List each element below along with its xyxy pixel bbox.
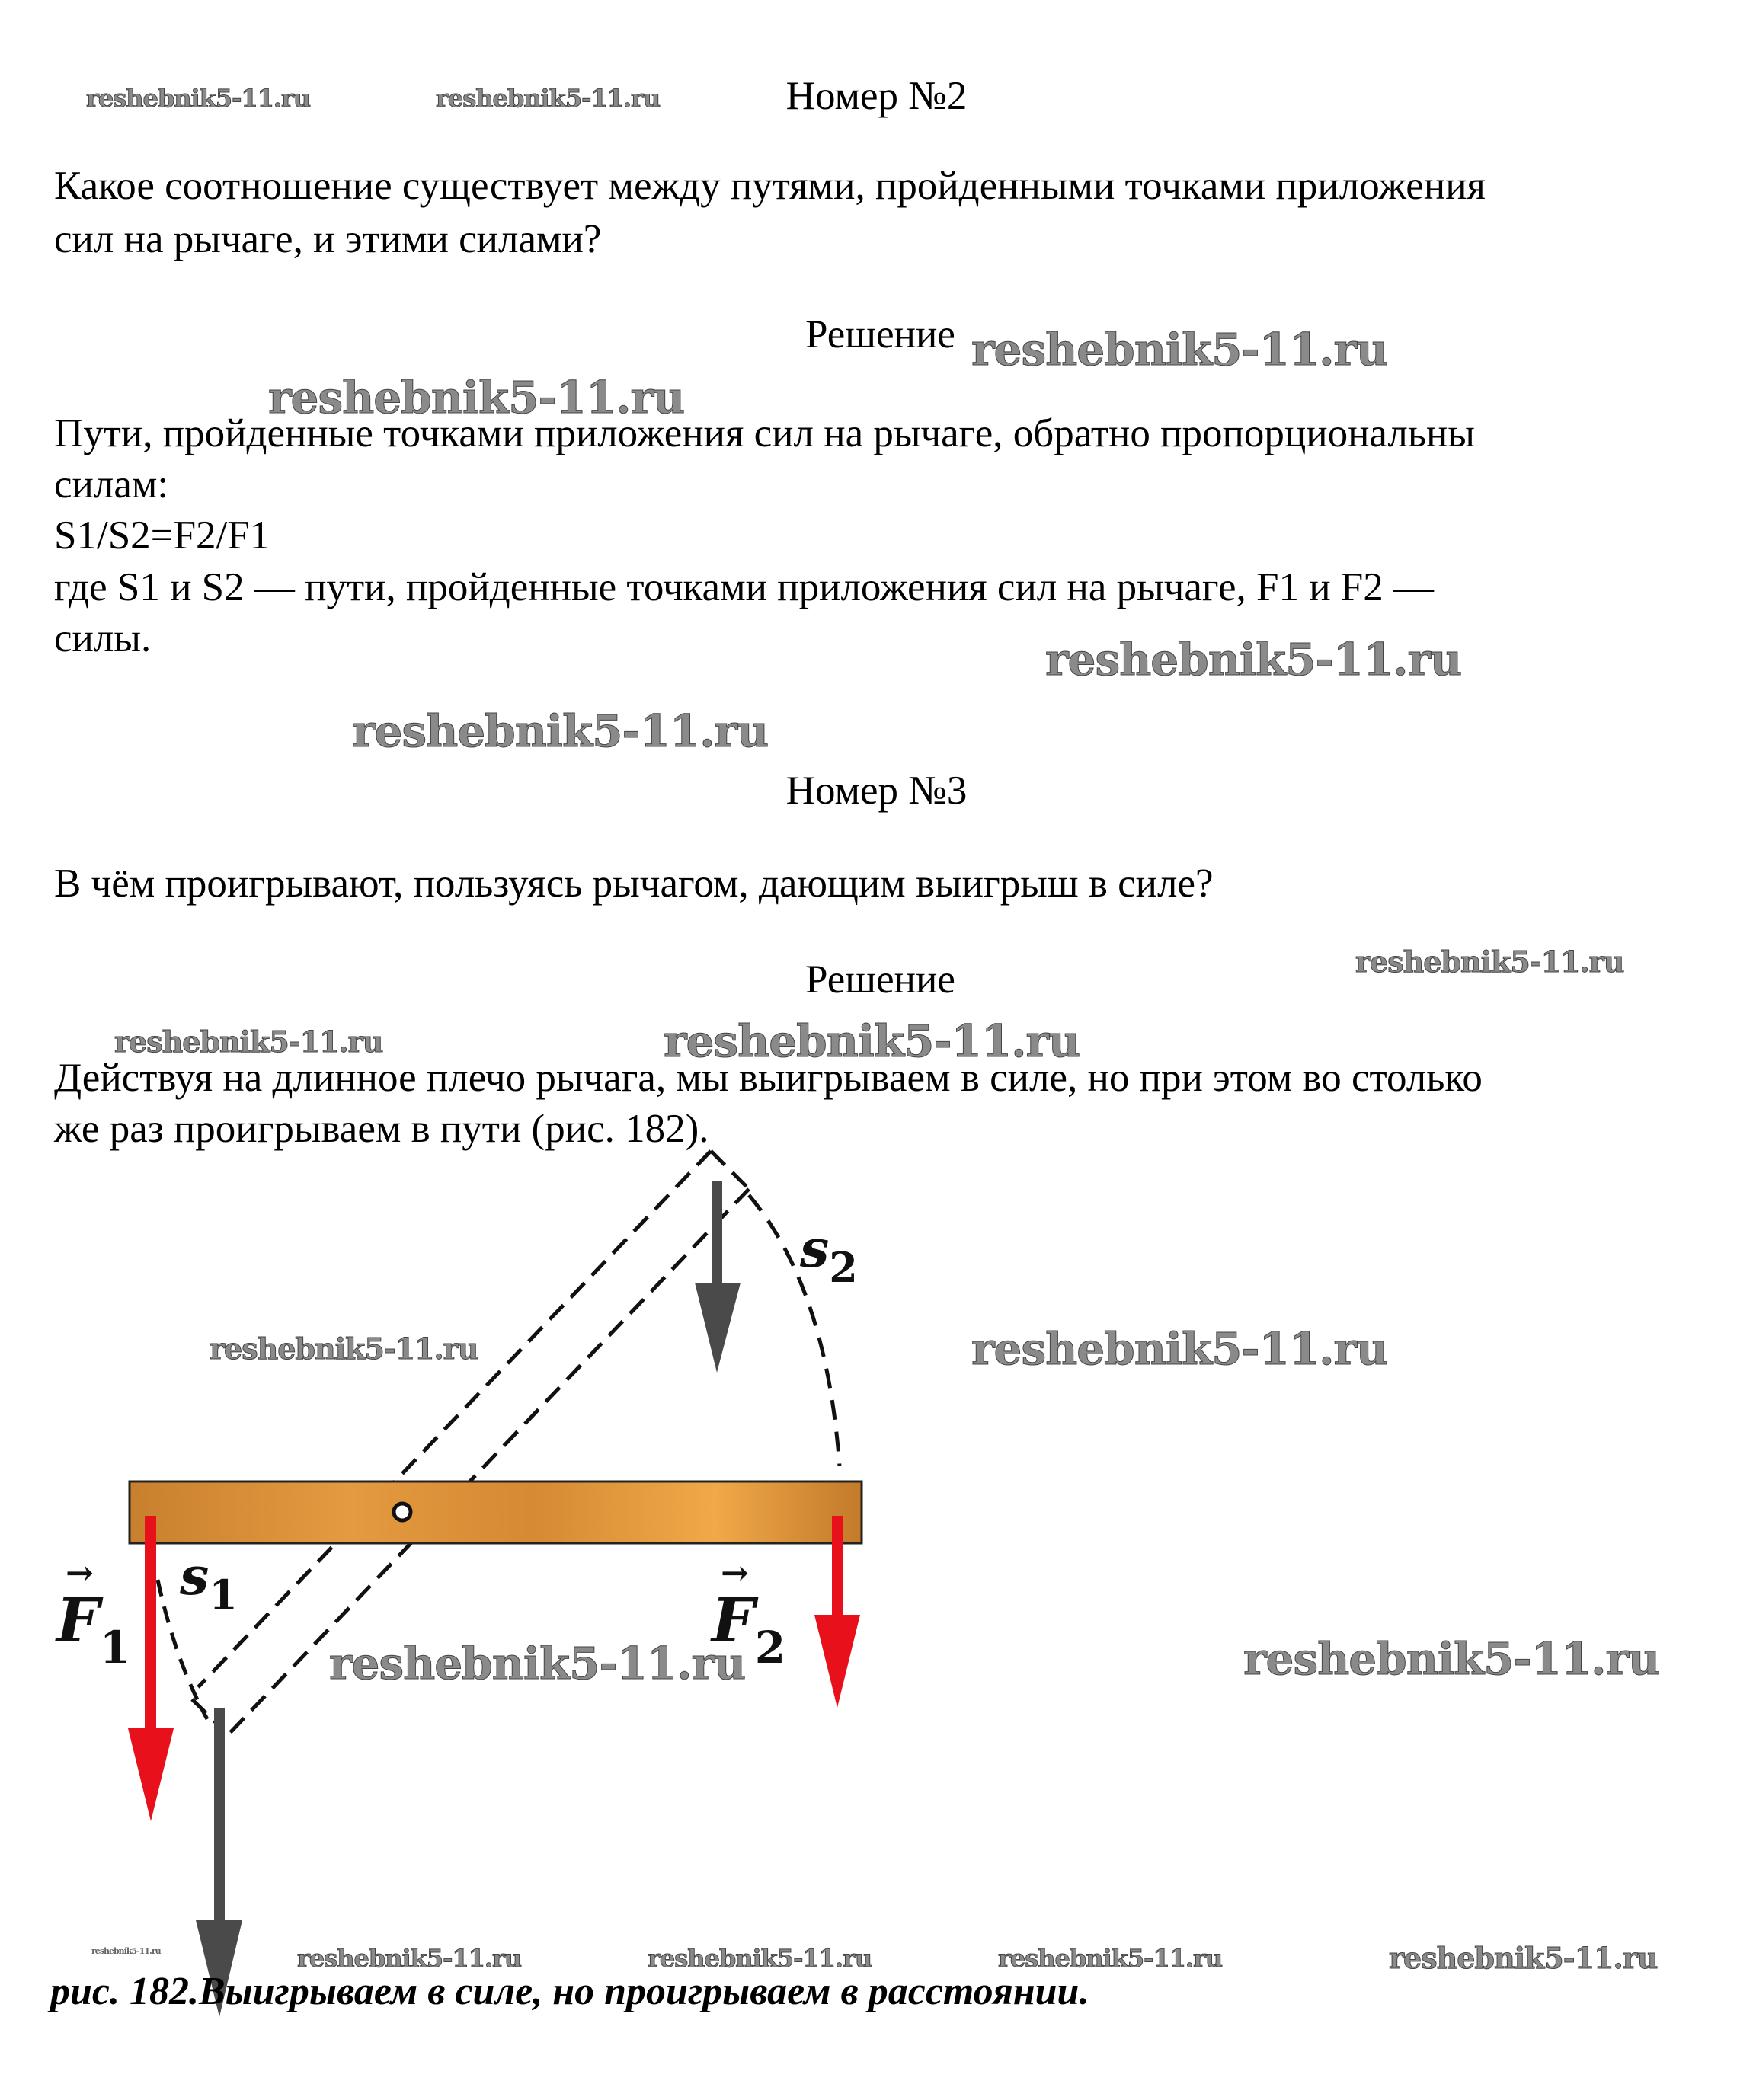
solution-label: Решение bbox=[805, 312, 955, 356]
watermark: reshebnik5-11.ru bbox=[1045, 634, 1462, 686]
watermark: reshebnik5-11.ru bbox=[210, 1331, 478, 1366]
answer-line: где S1 и S2 — пути, пройденные точками приложения сил на рычаге, F1 и F2 — bbox=[54, 565, 1435, 609]
question-line: сил на рычаге, и этими силами? bbox=[54, 217, 602, 261]
watermark: reshebnik5-11.ru bbox=[971, 1323, 1388, 1375]
watermark: reshebnik5-11.ru bbox=[1389, 1941, 1658, 1975]
label-s2: $s_2$ bbox=[800, 1219, 858, 1292]
answer-line: же раз проигрываем в пути (рис. 182). bbox=[54, 1107, 709, 1151]
watermark: reshebnik5-11.ru bbox=[114, 1024, 383, 1059]
watermark: reshebnik5-11.ru bbox=[1355, 945, 1624, 979]
section-title: Номер №2 bbox=[785, 74, 968, 118]
question-line: Какое соотношение существует между путями, пройденными точками приложения bbox=[54, 164, 1486, 208]
answer-line: Действуя на длинное плечо рычага, мы выигрываем в силе, но при этом во столько bbox=[54, 1056, 1483, 1100]
solution-label: Решение bbox=[805, 957, 955, 1002]
answer-line: Пути, пройденные точками приложения сил на рычаге, обратно пропорциональны bbox=[54, 411, 1476, 455]
watermark: reshebnik5-11.ru bbox=[1243, 1633, 1660, 1685]
label-f2: → $F_2$ bbox=[712, 1554, 786, 1673]
question-line: В чём проигрывают, пользуясь рычагом, дающим выигрыш в силе? bbox=[54, 861, 1214, 906]
pivot bbox=[394, 1504, 411, 1520]
vector-arrow-icon: → bbox=[721, 1554, 749, 1593]
watermark: reshebnik5-11.ru bbox=[998, 1944, 1223, 1973]
label-f1: → $F_1$ bbox=[56, 1554, 131, 1673]
figure-caption: рис. 182.Выигрываем в силе, но проигрываем в расстоянии. bbox=[50, 1970, 1089, 2013]
watermark: reshebnik5-11.ru bbox=[352, 705, 769, 757]
watermark: reshebnik5-11.ru bbox=[268, 372, 685, 424]
watermark: reshebnik5-11.ru bbox=[297, 1944, 522, 1973]
watermark: reshebnik5-11.ru bbox=[664, 1015, 1080, 1067]
answer-formula: S1/S2=F2/F1 bbox=[54, 513, 270, 558]
answer-line: силы. bbox=[54, 616, 152, 660]
displacement-arrow-top bbox=[695, 1181, 741, 1373]
force-arrow-f2 bbox=[814, 1516, 860, 1708]
section-title: Номер №3 bbox=[785, 769, 968, 813]
watermark: reshebnik5-11.ru bbox=[648, 1944, 872, 1973]
label-s1: $s_1$ bbox=[180, 1546, 238, 1619]
watermark: reshebnik5-11.ru bbox=[971, 324, 1388, 376]
answer-line: силам: bbox=[54, 462, 169, 507]
force-arrow-f1 bbox=[128, 1516, 174, 1821]
vector-arrow-icon: → bbox=[66, 1554, 94, 1593]
watermark: reshebnik5-11.ru bbox=[329, 1638, 746, 1689]
lever-bar bbox=[130, 1482, 862, 1543]
watermark: reshebnik5-11.ru bbox=[91, 1946, 161, 1956]
watermark: reshebnik5-11.ru bbox=[436, 84, 661, 113]
watermark: reshebnik5-11.ru bbox=[86, 84, 311, 113]
